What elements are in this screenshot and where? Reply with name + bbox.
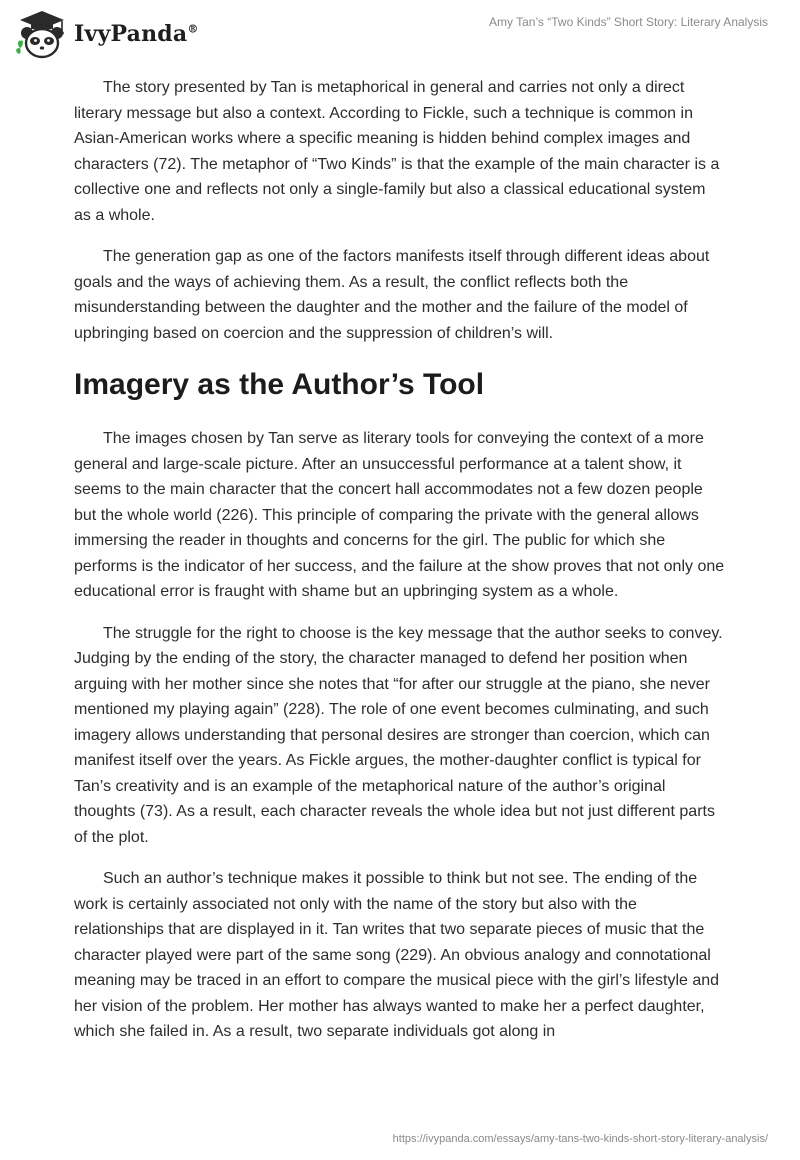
paragraph-5: Such an author’s technique makes it possible to think but not see. The ending of the work is certainly associated not only with the name of the story but also with the relationships that are displayed in it. Tan writes that two separate pieces of music that the character played were part of the same song (229). An obvious analogy and connotational meaning may be traced in an effort to compare the musical piece with the girl’s lifestyle and her vision of the problem. Her mother has always wanted to make her a perfect daughter, which she failed in. As a result, two separate individuals got along in (74, 870, 720, 1040)
brand-name (74, 21, 199, 47)
section-heading: Imagery as the Author’s Tool (74, 368, 485, 401)
paragraph-4: The struggle for the right to choose is the key message that the author seeks to convey. Judging by the ending of the story, the character managed to defend her position when arguing with her mother since she notes that “for after our struggle at the piano, she never mentioned my playing again” (228). The role of one event becomes culminating, and such imagery allows understanding that personal desires are stronger than coercion, which can manifest itself over the years. As Fickle argues, the mother-daughter conflict is typical for Tan’s creativity and is an example of the metaphorical nature of the author’s original thoughts (73). As a result, each character reveals the whole idea but not just different parts of the plot. (74, 624, 723, 846)
document-title: Amy Tan’s “Two Kinds” Short Story: Literary Analysis (489, 15, 768, 29)
page-header (0, 0, 800, 70)
paragraph-1: The story presented by Tan is metaphorical in general and carries not only a direct literary message but also a context. According to Fickle, such a technique is common in Asian-American works where a specific meaning is hidden behind complex images and characters (72). The metaphor of “Two Kinds” is that the example of the main character is a collective one and reflects not only a single-family but also a classical educational system as a whole. (74, 79, 720, 224)
source-url[interactable]: https://ivypanda.com/essays/amy-tans-two-kinds-short-story-literary-analysis/ (392, 1133, 768, 1145)
ivypanda-logo[interactable] (14, 8, 199, 60)
paragraph-2: The generation gap as one of the factors manifests itself through different ideas about goals and the ways of achieving them. As a result, the conflict reflects both the misunderstanding between the daughter and the mother and the failure of the model of upbringing based on coercion and the suppression of children’s will. (74, 248, 710, 342)
essay-body (74, 75, 726, 1061)
panda-graduate-icon (14, 8, 70, 60)
paragraph-3: The images chosen by Tan serve as literary tools for conveying the context of a more general and large-scale picture. After an unsuccessful performance at a talent show, it seems to the main character that the concert hall accommodates not a few dozen people but the whole world (226). This principle of comparing the private with the general allows immersing the reader in thoughts and concerns for the girl. The public for which she performs is the indicator of her success, and the failure at the show proves that not only one educational error is fraught with shame but an upbringing system as a whole. (74, 430, 725, 600)
brand-text: IvyPanda (74, 21, 188, 47)
registered-mark: ® (187, 22, 199, 36)
